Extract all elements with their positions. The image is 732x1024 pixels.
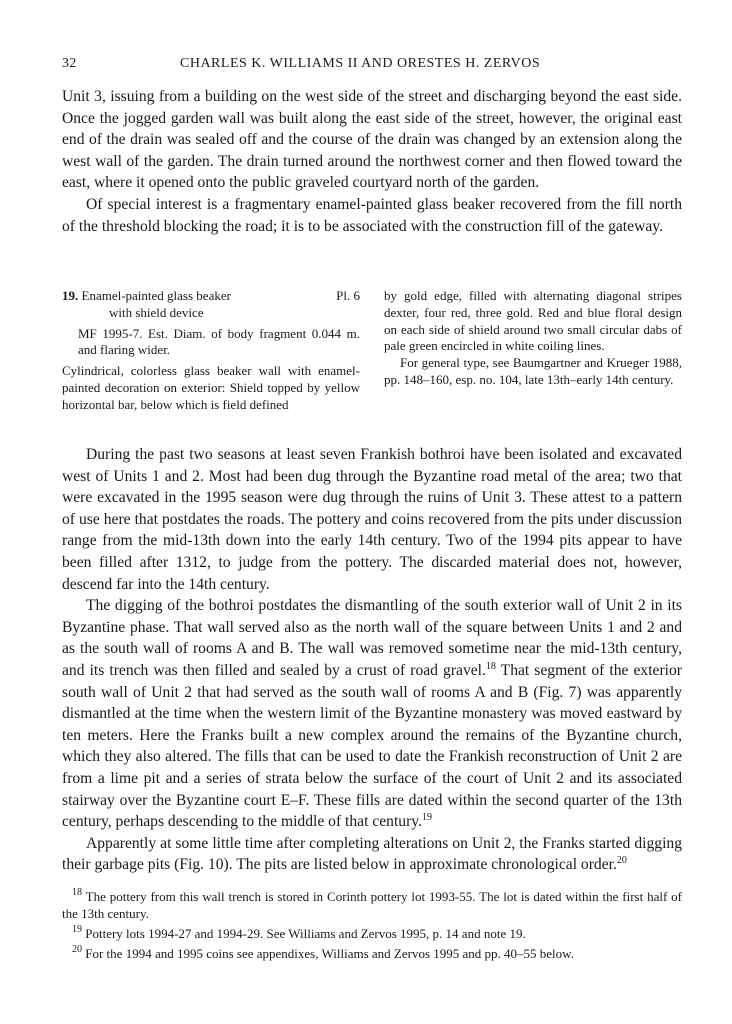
paragraph: [62, 595, 682, 833]
footnote-mark: 18: [72, 887, 82, 898]
catalog-heading: [62, 288, 360, 305]
running-head: CHARLES K. WILLIAMS II AND ORESTES H. ZERVOS: [180, 56, 541, 71]
paragraph: During the past two seasons at least seven Frankish bothroi have been isolated and excavated west of Units 1 and 2. Most had been dug through the Byzantine road metal of the area; two that were excavated in the 1995 season were dug through the ruins of Unit 3. These attest to a pattern of use here that postdates the roads. The pottery and coins recovered from the pits under discussion range from the mid-13th down into the early 14th century. Two of the 1994 pits appear to have been filled after 1312, to judge from the pottery. The discarded material does not, however, descend far into the 14th century.: [62, 446, 682, 593]
plate-reference: Pl. 6: [336, 288, 360, 303]
catalog-reference: For general type, see Baumgartner and Krueger 1988, pp. 148–160, esp. no. 104, late 13th–early 14th century.: [384, 355, 682, 387]
footnote: [62, 888, 682, 922]
text-span: Apparently at some little time after completing alterations on Unit 2, the Franks started digging their garbage pits (Fig. 10). The pits are listed below in approximate chronological order.: [62, 834, 682, 874]
footnote-ref: 20: [616, 855, 627, 867]
footnote-mark: 19: [72, 924, 82, 935]
paragraph: [62, 833, 682, 876]
catalog-title: Enamel-painted glass beaker: [81, 288, 231, 303]
page-number: 32: [62, 56, 77, 71]
catalog-number: 19.: [62, 288, 79, 303]
intro-text: [62, 86, 682, 237]
main-text: [62, 444, 682, 876]
footnote-text: For the 1994 and 1995 coins see appendixes, Williams and Zervos 1995 and pp. 40–55 below.: [85, 946, 574, 961]
catalog-left-column: [62, 288, 360, 414]
footnote: [62, 925, 682, 942]
footnote-mark: 20: [72, 944, 82, 955]
catalog-inventory: MF 1995-7. Est. Diam. of body fragment 0.044 m. and flaring wider.: [78, 325, 360, 358]
text-span: That segment of the exterior south wall of Unit 2 that had served as the south wall of rooms A and B (Fig. 7) was apparently dismantled at the time when the western limit of the Byzantine monastery was moved eastward by ten meters. Here the Franks built a new complex around the remains of the Byzantine church, which they also altered. The fills that can be used to date the Frankish reconstruction of Unit 2 are from a lime pit and a series of strata below the surface of the court of Unit 2 and its associated stairway over the Byzantine court E–F. These fills are dated within the second quarter of the 13th century, perhaps descending to the middle of that century.: [62, 661, 682, 831]
catalog-description-continued: by gold edge, filled with alternating diagonal stripes dexter, four red, three gold. Red and blue floral design on each side of shield around two small circular dabs of pale green encircled in white coiling lines.: [384, 288, 682, 354]
catalog-subtitle: with shield device: [109, 304, 204, 320]
footnote-text: Pottery lots 1994-27 and 1994-29. See Williams and Zervos 1995, p. 14 and note 19.: [85, 926, 526, 941]
footnote-ref: 18: [485, 660, 496, 672]
catalog-right-column: [384, 288, 682, 389]
catalog-description: Cylindrical, colorless glass beaker wall with enamel-painted decoration on exterior: Shield topped by yellow horizontal bar, below which is field defined: [62, 363, 360, 412]
catalog-entry: [62, 288, 682, 418]
footnote-ref: 19: [421, 812, 432, 824]
text-span: The digging of the bothroi postdates the dismantling of the south exterior wall of Unit 2 in its Byzantine phase. That wall served also as the north wall of the square between Units 1 and 2 and as the south wall of rooms A and B. The wall was removed sometime near the mid-13th century, and its trench was then filled and sealed by a crust of road gravel.: [62, 597, 682, 679]
footnote-text: The pottery from this wall trench is stored in Corinth pottery lot 1993-55. The lot is dated within the first half of the 13th century.: [62, 889, 683, 921]
paragraph: Unit 3, issuing from a building on the west side of the street and discharging beyond the east side. Once the jogged garden wall was built along the east side of the street, however, the original east end of the drain was sealed off and the course of the drain was changed by an extension along the west wall of the garden. The drain turned around the northwest corner and then flowed toward the east, where it opened onto the public graveled courtyard north of the garden.: [62, 88, 682, 192]
footnote: [62, 945, 682, 962]
paragraph: Of special interest is a fragmentary enamel-painted glass beaker recovered from the fill north of the threshold blocking the road; it is to be associated with the construction fill of the gateway.: [62, 195, 682, 235]
footnotes: [62, 888, 682, 965]
